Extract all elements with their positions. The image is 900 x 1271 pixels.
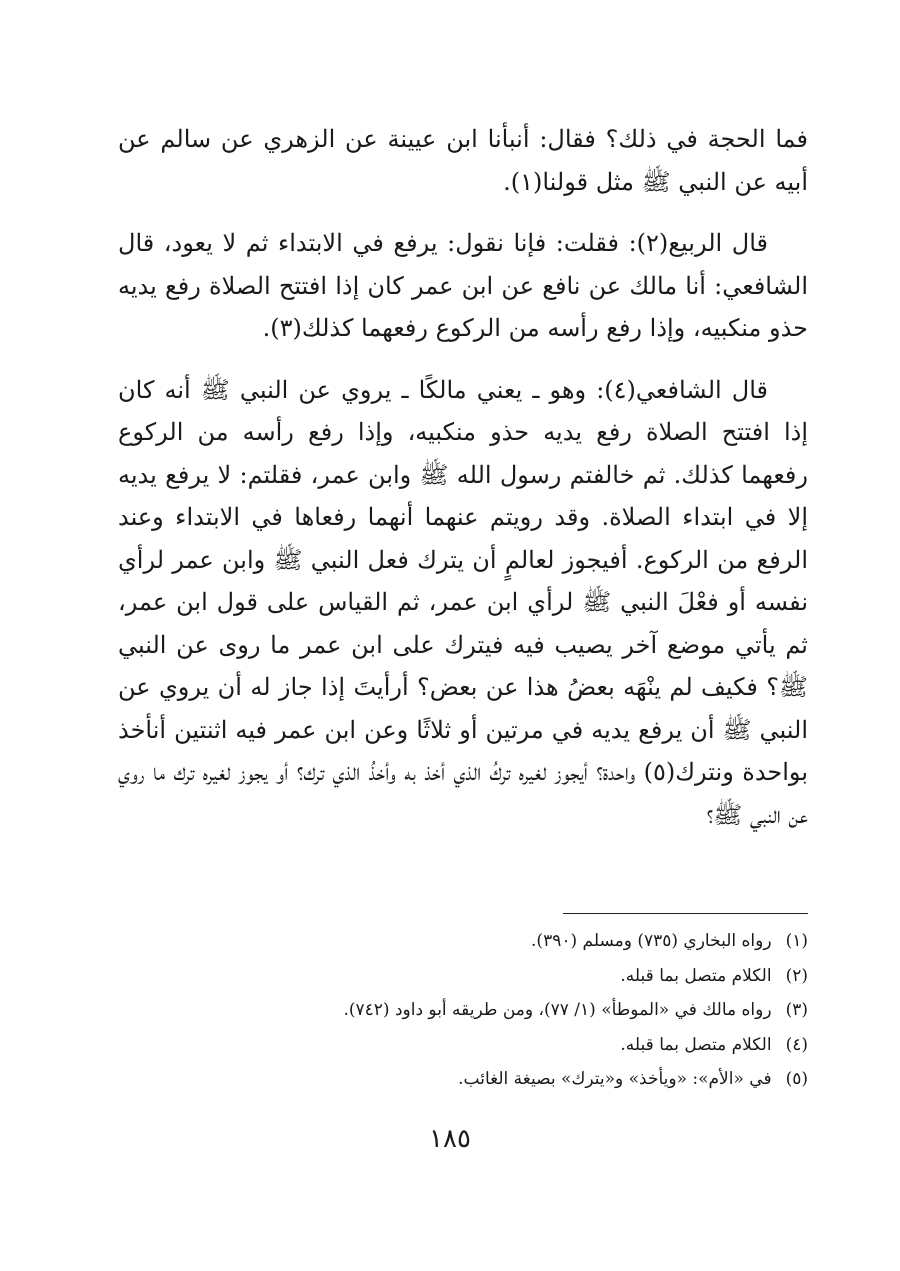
page-number: ١٨٥ (429, 1124, 471, 1154)
footnote-number: (٢) (785, 965, 808, 986)
footnote-text: رواه البخاري (٧٣٥) ومسلم (٣٩٠). (531, 931, 772, 951)
footnote-4 (118, 1028, 808, 1063)
footnote-2 (118, 959, 808, 994)
footnote-text: الكلام متصل بما قبله. (620, 1034, 772, 1055)
footnote-divider (563, 913, 808, 914)
footnote-number: (٥) (785, 1069, 808, 1089)
footnote-3 (118, 993, 808, 1028)
footnote-1 (118, 924, 808, 959)
footnote-text: رواه مالك في «الموطأ» (١/ ٧٧)، ومن طريقه أبو داود (٧٤٢). (343, 1000, 772, 1020)
paragraph-2: قال الربيع(٢): فقلت: فإنا نقول: يرفع في الابتداء ثم لا يعود، قال الشافعي: أنا مالك عن نافع عن ابن عمر كان إذا افتتح الصلاة رفع يديه حذو منكبيه، وإذا رفع رأسه من الركوع رفعهما كذلك(٣). (118, 229, 808, 342)
footnote-number: (٤) (785, 1034, 808, 1055)
paragraph-1: فما الحجة في ذلك؟ فقال: أنبأنا ابن عيينة عن الزهري عن سالم عن أبيه عن النبي ﷺ مثل قولنا(١). (118, 125, 808, 196)
page-body (118, 118, 808, 836)
footnotes-list (118, 924, 808, 1097)
footnote-number: (١) (785, 931, 808, 951)
footnote-5 (118, 1062, 808, 1097)
footnote-number: (٣) (785, 1000, 808, 1020)
paragraph-3: قال الشافعي(٤): وهو ـ يعني مالكًا ـ يروي عن النبي ﷺ أنه كان إذا افتتح الصلاة رفع يديه حذو منكبيه، وإذا رفع رأسه من الركوع رفعهما كذلك. ثم خالفتم رسول الله ﷺ وابن عمر، فقلتم: لا يرفع يديه إلا في ابتداء الصلاة. وقد رويتم عنهما أنهما رفعاها في الابتداء وعند الرفع من الركوع. أفيجوز لعالمٍ أن يترك فعل النبي ﷺ وابن عمر لرأي نفسه أو فعْلَ النبي ﷺ لرأي ابن عمر، ثم القياس على قول ابن عمر، ثم يأتي موضع آخر يصيب فيه فيترك على ابن عمر ما روى عن النبي ﷺ؟ فكيف لم ينْهَه بعضُ هذا عن بعض؟ أرأيتَ إذا جاز له أن يروي عن النبي ﷺ أن يرفع يديه في مرتين أو ثلاثًا وعن ابن عمر فيه اثنتين أنأخذ بواحدة ونترك(٥) واحدة؟ أيجوز لغيره تركُ الذي أخذ به وأخذُ الذي ترك؟ أو يجوز لغيره ترك ما روي عن النبي ﷺ؟ (118, 375, 809, 829)
footnote-text: في «الأم»: «ويأخذ» و«يترك» بصيغة الغائب. (458, 1069, 772, 1089)
footnote-text: الكلام متصل بما قبله. (620, 965, 772, 986)
